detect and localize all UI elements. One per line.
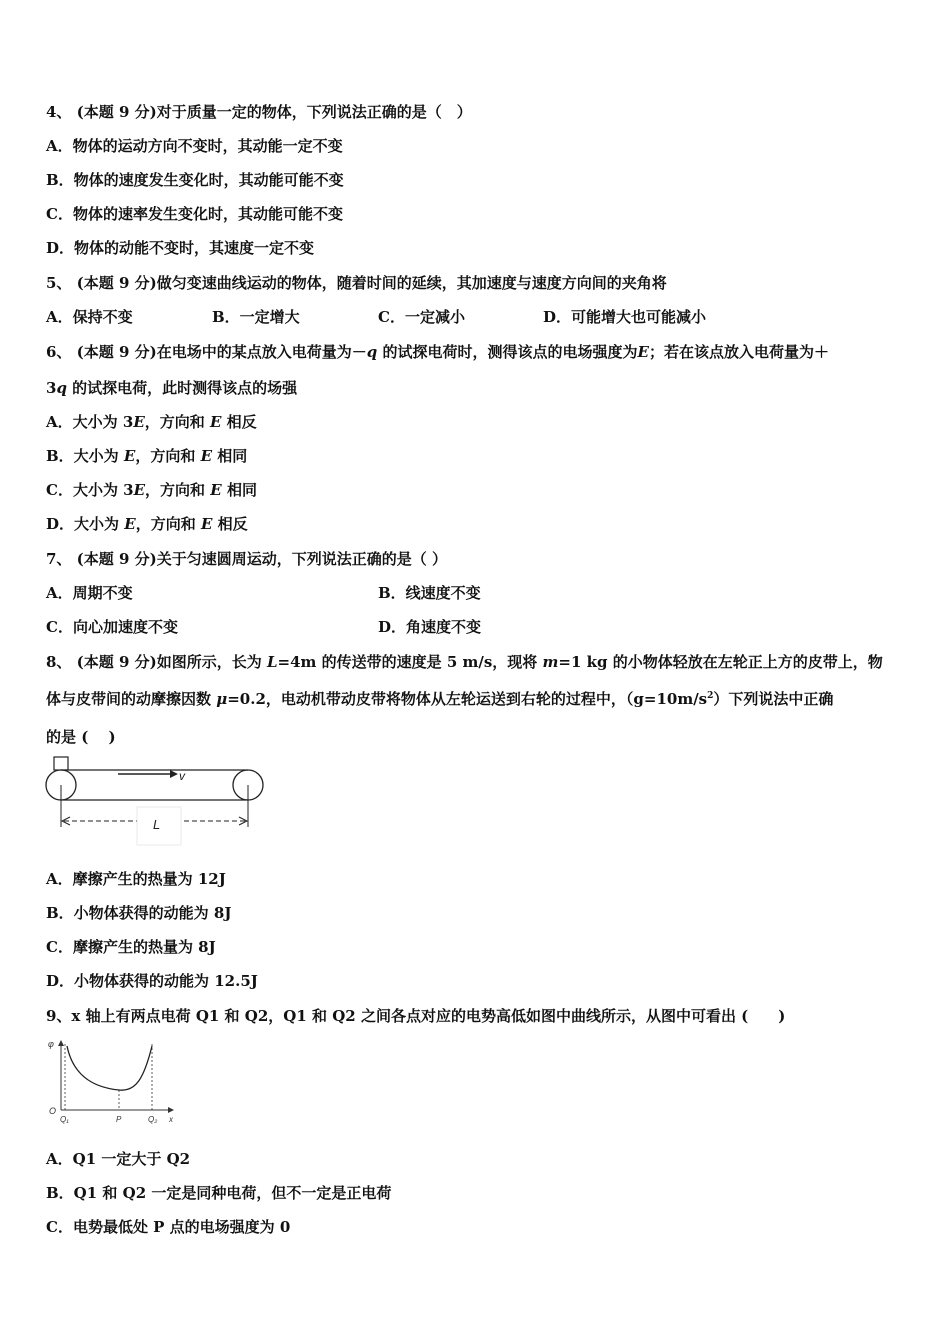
q5-option-a: A．保持不变: [46, 308, 133, 326]
q5-stem: 5、 (本题 9 分)做匀变速曲线运动的物体，随着时间的延续，其加速度与速度方向间的夹角将: [46, 274, 667, 292]
q4-option-a: A．物体的运动方向不变时，其动能一定不变: [46, 137, 343, 155]
phi-label: φ: [48, 1039, 54, 1049]
q8-option-c: C．摩擦产生的热量为 8J: [46, 938, 216, 956]
small-object-block: [54, 757, 68, 770]
q7-option-a: A．周期不变: [46, 584, 133, 602]
q4-option-b: B．物体的速度发生变化时，其动能可能不变: [46, 171, 344, 189]
x-axis-arrow: [168, 1107, 174, 1113]
q7-stem: 7、 (本题 9 分)关于匀速圆周运动，下列说法正确的是（ ）: [46, 550, 447, 568]
q4-option-d: D．物体的动能不变时，其速度一定不变: [46, 239, 315, 257]
q9-option-b: B．Q1 和 Q2 一定是同种电荷，但不一定是正电荷: [46, 1184, 392, 1202]
x-label: x: [169, 1115, 173, 1124]
q7-option-b: B．线速度不变: [378, 584, 481, 602]
q6-option-c: C．大小为 3E，方向和 E 相同: [46, 481, 257, 499]
q9-option-c: C．电势最低处 P 点的电场强度为 0: [46, 1218, 291, 1236]
potential-curve-figure: [44, 1038, 184, 1128]
q6-stem-line2: 3q 的试探电荷，此时测得该点的场强: [46, 379, 298, 397]
length-label: L: [153, 817, 161, 832]
q5-option-d: D．可能增大也可能减小: [543, 308, 707, 326]
q7-option-d: D．角速度不变: [378, 618, 482, 636]
q7-option-c: C．向心加速度不变: [46, 618, 178, 636]
phi-axis-arrow: [58, 1040, 64, 1046]
q1-label: Q₁: [60, 1115, 69, 1124]
q6-stem-line1: 6、 (本题 9 分)在电场中的某点放入电荷量为－q 的试探电荷时，测得该点的电场强度为E；若在该点放入电荷量为＋: [46, 343, 829, 361]
p-label: P: [116, 1115, 122, 1124]
q8-option-b: B．小物体获得的动能为 8J: [46, 904, 232, 922]
origin-label: O: [49, 1106, 57, 1116]
q5-option-c: C．一定减小: [378, 308, 465, 326]
velocity-arrowhead: [170, 770, 178, 778]
q5-option-b: B．一定增大: [212, 308, 300, 326]
potential-curve: [67, 1046, 152, 1090]
q9-option-a: A．Q1 一定大于 Q2: [46, 1150, 191, 1168]
q8-stem-line2: 体与皮带间的动摩擦因数 μ=0.2，电动机带动皮带将物体从左轮运送到右轮的过程中，$(g=10m/s^2)$下列说法中正确: [46, 690, 834, 708]
velocity-label: v: [179, 769, 185, 783]
q4-stem: 4、 (本题 9 分)对于质量一定的物体，下列说法正确的是（ ）: [46, 103, 472, 121]
q8-stem-line3: 的是 ( ): [46, 728, 116, 746]
q9-stem: 9、x 轴上有两点电荷 Q1 和 Q2，Q1 和 Q2 之间各点对应的电势高低如图中曲线所示，从图中可看出 ( ): [46, 1007, 786, 1025]
conveyor-belt-figure: [40, 755, 270, 850]
q4-option-c: C．物体的速率发生变化时，其动能可能不变: [46, 205, 343, 223]
q2-label: Q₂: [148, 1115, 158, 1124]
q8-option-d: D．小物体获得的动能为 12.5J: [46, 972, 258, 990]
q6-option-b: B．大小为 E，方向和 E 相同: [46, 447, 248, 465]
q8-stem-line1: 8、 (本题 9 分)如图所示，长为 L=4m 的传送带的速度是 5 m/s，现将 m=1 kg 的小物体轻放在左轮正上方的皮带上，物: [46, 653, 883, 671]
q6-option-d: D．大小为 E，方向和 E 相反: [46, 515, 248, 533]
q8-option-a: A．摩擦产生的热量为 12J: [46, 870, 226, 888]
q6-option-a: A．大小为 3E，方向和 E 相反: [46, 413, 257, 431]
